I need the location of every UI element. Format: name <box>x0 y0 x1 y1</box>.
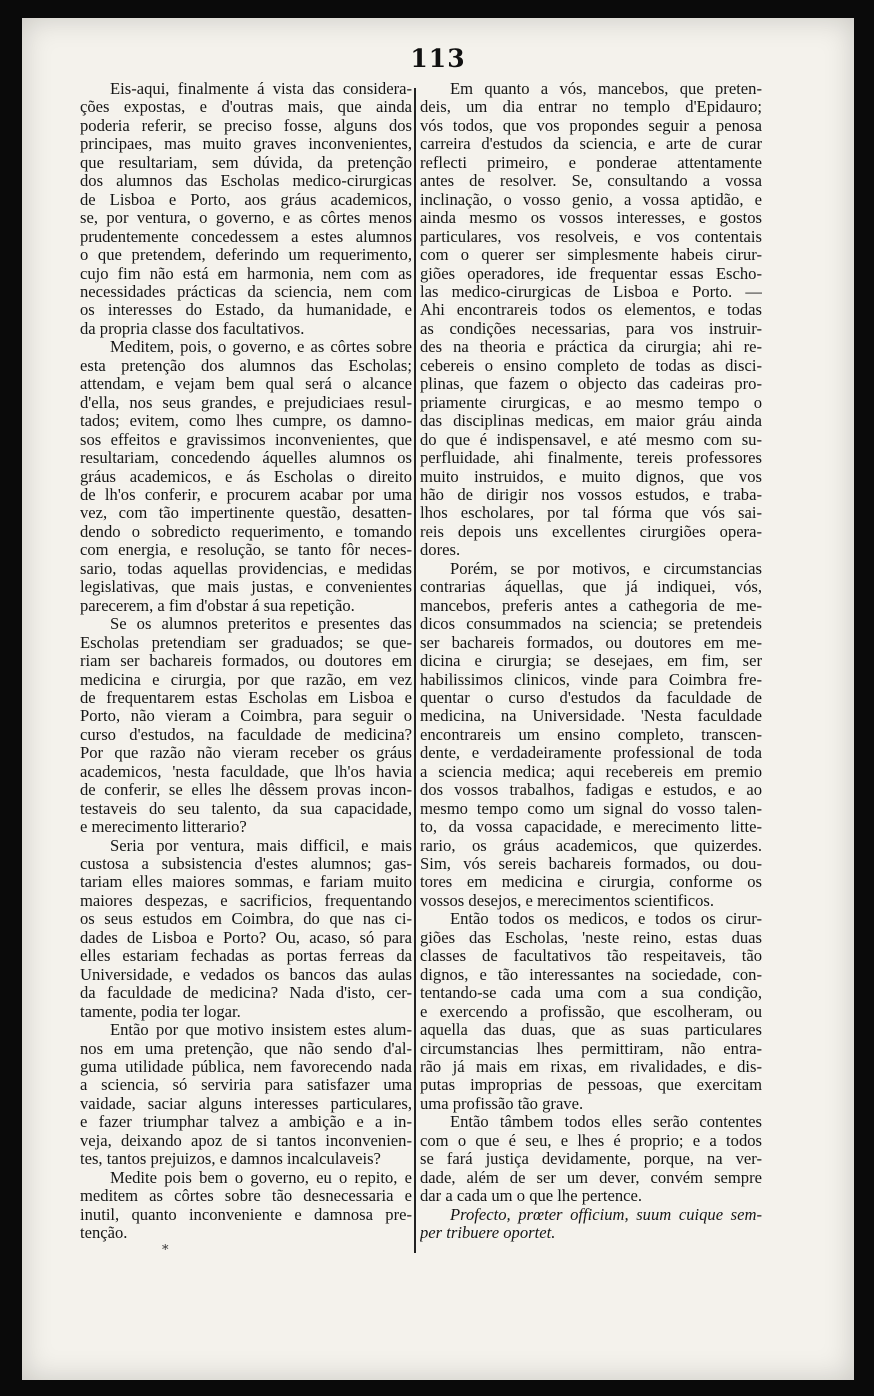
text-line: lhos escholares, por tal fórma que vós sai- <box>420 504 762 523</box>
text-line: principaes, mas muito graves inconvenientes, <box>80 135 412 154</box>
text-line: per tribuere oportet. <box>420 1224 556 1243</box>
text-line: inclinação, o vosso genio, a vossa aptidão, e <box>420 190 762 209</box>
text-line: Então tâmbem todos elles serão contentes <box>450 1113 762 1132</box>
text-line: riam ser bachareis formados, ou doutores em <box>80 652 412 671</box>
text-line: Porto, não vieram a Coimbra, para seguir o <box>80 707 412 726</box>
text-line: dicina e cirurgia; se desejaes, em fim, ser <box>420 652 762 671</box>
text-line: e fazer triumphar talvez a ambição e a in- <box>80 1113 412 1132</box>
column-divider <box>414 88 416 1253</box>
text-line: Eis-aqui, finalmente á vista das considera- <box>110 80 412 98</box>
text-line: priamente cirurgicas, e ao mesmo tempo o <box>420 393 762 412</box>
left-column <box>80 80 412 1243</box>
text-line: Medite pois bem o governo, eu o repito, e <box>110 1168 412 1187</box>
text-line: parecerem, a fim d'obstar á sua repetição. <box>80 596 355 615</box>
text-line: dade, além de ser um dever, convém sempre <box>420 1168 762 1187</box>
text-line: particulares, vos resolveis, e vos contentais <box>420 227 762 246</box>
text-line: tores em medicina e cirurgia, conforme os <box>420 873 762 892</box>
text-line: dar a cada um o que lhe pertence. <box>420 1187 643 1206</box>
text-line: medicina e cirurgia, por que razão, em vez <box>80 670 412 689</box>
text-line: ções expostas, e d'outras mais, que ainda <box>80 98 412 117</box>
text-line: dicos consummados na sciencia; se pretendeis <box>420 615 762 634</box>
text-line: hão de dirigir nos vossos estudos, e traba- <box>420 485 762 504</box>
text-line: dades de Lisboa e Porto? Ou, acaso, só para <box>80 928 412 947</box>
text-line: poderia referir, se preciso fosse, alguns dos <box>80 116 412 135</box>
text-line: com energia, e resolução, se tanto fôr neces- <box>80 541 412 560</box>
text-line: reis depois uns excellentes cirurgiões opera- <box>420 522 762 541</box>
text-line: to, da vossa capacidade, e merecimento litte- <box>420 818 762 837</box>
text-line: dendo o sobredicto requerimento, e tomando <box>80 522 412 541</box>
newspaper-page <box>22 18 854 1380</box>
text-line: vez, com tão impertinente questão, desatten- <box>80 504 412 523</box>
text-line: deis, um dia entrar no templo d'Epidauro; <box>420 98 762 117</box>
text-line: sario, todas aquellas providencias, e medidas <box>80 559 412 578</box>
text-line: putas improprias de pessoas, que exercitam <box>420 1076 762 1095</box>
text-line: des na theoria e práctica da cirurgia; ahi re- <box>420 338 762 357</box>
text-line: tados; evitem, como lhes cumpre, os damno- <box>80 412 412 431</box>
text-line: esta pretenção dos alumnos das Escholas; <box>80 356 412 375</box>
text-line: mancebos, preferis antes a cathegoria de me- <box>420 596 762 615</box>
text-line: tentando-se cada uma com a sua condição, <box>420 984 762 1003</box>
text-line: os seus estudos em Coimbra, do que nas ci- <box>80 910 412 929</box>
text-line: Ahi encontrareis todos os elementos, e todas <box>420 301 762 320</box>
text-line: gráus academicos, e ás Escholas o direito <box>80 467 412 486</box>
text-line: as condições necessarias, para vos instruir- <box>420 319 762 338</box>
text-line: d'ella, nos seus grandes, e prejudiciaes resul- <box>80 393 412 412</box>
page-number: 113 <box>410 44 466 73</box>
text-line: dores. <box>420 541 461 560</box>
text-line: ser bachareis formados, ou doutores em me- <box>420 633 762 652</box>
text-line: academicos, 'nesta faculdade, que lh'os havia <box>80 762 412 781</box>
text-line: tes, tantos prejuizos, e damnos incalculaveis? <box>80 1150 381 1169</box>
text-line: o que pretendem, deferindo um requerimento, <box>80 246 412 265</box>
text-line: maiores despezas, e sacrificios, frequentando <box>80 891 412 910</box>
text-line: Universidade, e vedados os bancos das aulas <box>80 965 412 984</box>
text-line: mesmo tempo como um signal do vosso talen- <box>420 799 762 818</box>
text-line: classes de facultativos tão respeitaveis, tão <box>420 947 762 966</box>
text-line: a sciencia, só serviria para satisfazer uma <box>80 1076 412 1095</box>
text-line: plinas, que fazem o objecto das cadeiras pro- <box>420 375 762 394</box>
text-line: resultariam, concedendo áquelles alumnos os <box>80 449 412 468</box>
text-line: e exercendo a profissão, que escolheram, ou <box>420 1002 762 1021</box>
text-line: aquella das duas, que as suas particulares <box>420 1021 762 1040</box>
text-line: de frequentarem estas Escholas em Lisboa e <box>80 688 412 707</box>
text-line: antes de resolver. Se, consultando a vossa <box>420 172 762 191</box>
text-line: legislativas, que mais justas, e convenientes <box>80 578 412 597</box>
text-line: tamente, podia ter logar. <box>80 1002 241 1021</box>
text-line: Porém, se por motivos, e circumstancias <box>450 559 762 578</box>
text-line: de conferir, se elles lhe dêssem provas incon- <box>80 781 412 800</box>
right-column <box>420 80 762 1243</box>
text-line: rario, os gráus academicos, que quizerdes. <box>420 836 762 855</box>
text-line: quentar o curso d'estudos da faculdade de <box>420 688 762 707</box>
text-line: custosa a subsistencia d'estes alumnos; gas- <box>80 855 412 874</box>
text-line: vós todos, que vos propondes seguir a penosa <box>420 116 762 135</box>
text-line: sos effeitos e gravissimos inconvenientes, que <box>80 430 412 449</box>
text-line: rão já mais em rixas, em rivalidades, e dis- <box>420 1058 762 1077</box>
text-line: dente, e verdadeiramente professional de toda <box>420 744 762 763</box>
text-line: perfluidade, ahi finalmente, tereis professores <box>420 449 762 468</box>
text-line: necessidades prácticas da sciencia, nem com <box>80 282 412 301</box>
text-line: meditem as côrtes sobre tão desnecessaria e <box>80 1187 412 1206</box>
text-line: attendam, e vejam bem qual será o alcance <box>80 375 412 394</box>
text-line: ainda mesmo os vossos interesses, e gostos <box>420 209 762 228</box>
stray-mark: * <box>162 1243 169 1258</box>
text-line: nos em uma pretenção, que não sendo d'al- <box>80 1039 412 1058</box>
text-line: Seria por ventura, mais difficil, e mais <box>110 836 412 855</box>
text-line: giões operadores, ide frequentar essas Escho- <box>420 264 762 283</box>
text-line: cebereis o ensino completo de todas as disci- <box>420 356 762 375</box>
text-line: contrarias áquellas, que já indiquei, vós, <box>420 578 762 597</box>
text-line: testaveis do seu talento, da sua capacidade, <box>80 799 412 818</box>
text-line: Se os alumnos preteritos e presentes das <box>110 615 412 634</box>
text-line: giões das Escholas, 'neste reino, estas duas <box>420 928 762 947</box>
text-line: a sciencia medica; aqui recebereis em premio <box>420 762 762 781</box>
text-line: Em quanto a vós, mancebos, que preten- <box>450 80 762 98</box>
text-line: das disciplinas medicas, em maior gráu ainda <box>420 412 762 431</box>
text-line: Sim, vós sereis bachareis formados, ou dou- <box>420 855 762 874</box>
text-line: de Lisboa e Porto, aos gráus academicos, <box>80 190 412 209</box>
text-line: inutil, quanto inconveniente e damnosa pre- <box>80 1205 412 1224</box>
text-line: muito instruidos, e muito dignos, que vos <box>420 467 762 486</box>
text-line: Então todos os medicos, e todos os cirur- <box>450 910 762 929</box>
text-line: carreira d'estudos da sciencia, e arte de curar <box>420 135 762 154</box>
text-line: da propria classe dos facultativos. <box>80 319 305 338</box>
text-line: do que é indispensavel, e até mesmo com su- <box>420 430 762 449</box>
text-line: da faculdade de medicina? Nada d'isto, cer- <box>80 984 412 1003</box>
text-line: se fará justiça devidamente, porque, na ver- <box>420 1150 762 1169</box>
text-line: veja, deixando apoz de si tantos inconvenien- <box>80 1131 412 1150</box>
text-line: Então por que motivo insistem estes alum- <box>110 1021 412 1040</box>
text-line: tariam elles maiores sommas, e fariam muito <box>80 873 412 892</box>
text-line: Meditem, pois, o governo, e as côrtes sobre <box>110 338 412 357</box>
text-line: las medico-cirurgicas de Lisboa e Porto. — <box>420 282 762 301</box>
text-line: que resultariam, sem dúvida, da pretenção <box>80 153 412 172</box>
text-line: vaidade, saciar alguns interesses particulares, <box>80 1094 412 1113</box>
text-line: guma utilidade pública, nem favorecendo nada <box>80 1058 412 1077</box>
text-line: uma profissão tão grave. <box>420 1094 584 1113</box>
text-line: Profecto, prœter officium, suum cuique sem- <box>450 1205 762 1224</box>
text-line: reflecti primeiro, e ponderae attentamente <box>420 153 762 172</box>
text-line: Por que razão não vieram receber os gráus <box>80 744 412 763</box>
text-line: dos alumnos das Escholas medico-cirurgicas <box>80 172 412 191</box>
text-line: elles estariam fechadas as portas ferreas da <box>80 947 412 966</box>
text-line: cujo fim não está em harmonia, nem com as <box>80 264 412 283</box>
text-line: habilissimos clinicos, vinde para Coimbra fre- <box>420 670 762 689</box>
text-line: Escholas pretendiam ser graduados; se que- <box>80 633 412 652</box>
text-line: tenção. <box>80 1224 128 1243</box>
text-line: dignos, e tão interessantes na sociedade, con- <box>420 965 762 984</box>
text-line: circumstancias lhes permittiram, não entra- <box>420 1039 762 1058</box>
text-line: se, por ventura, o governo, e as côrtes menos <box>80 209 412 228</box>
text-line: encontrareis um ensino completo, transcen- <box>420 725 762 744</box>
text-line: com o que é seu, e lhes é proprio; e a todos <box>420 1131 762 1150</box>
text-line: de lh'os conferir, e procurem acabar por uma <box>80 485 412 504</box>
text-line: curso d'estudos, na faculdade de medicina? <box>80 725 412 744</box>
text-line: prudentemente concedessem a estes alumnos <box>80 227 412 246</box>
text-line: os interesses do Estado, da humanidade, e <box>80 301 412 320</box>
text-line: dos vossos trabalhos, fadigas e estudos, e ao <box>420 781 762 800</box>
text-line: e merecimento litterario? <box>80 818 247 837</box>
text-line: vossos desejos, e merecimentos scientificos. <box>420 891 715 910</box>
text-line: medicina, na Universidade. 'Nesta faculdade <box>420 707 762 726</box>
text-line: com o querer ser simplesmente habeis cirur- <box>420 246 762 265</box>
